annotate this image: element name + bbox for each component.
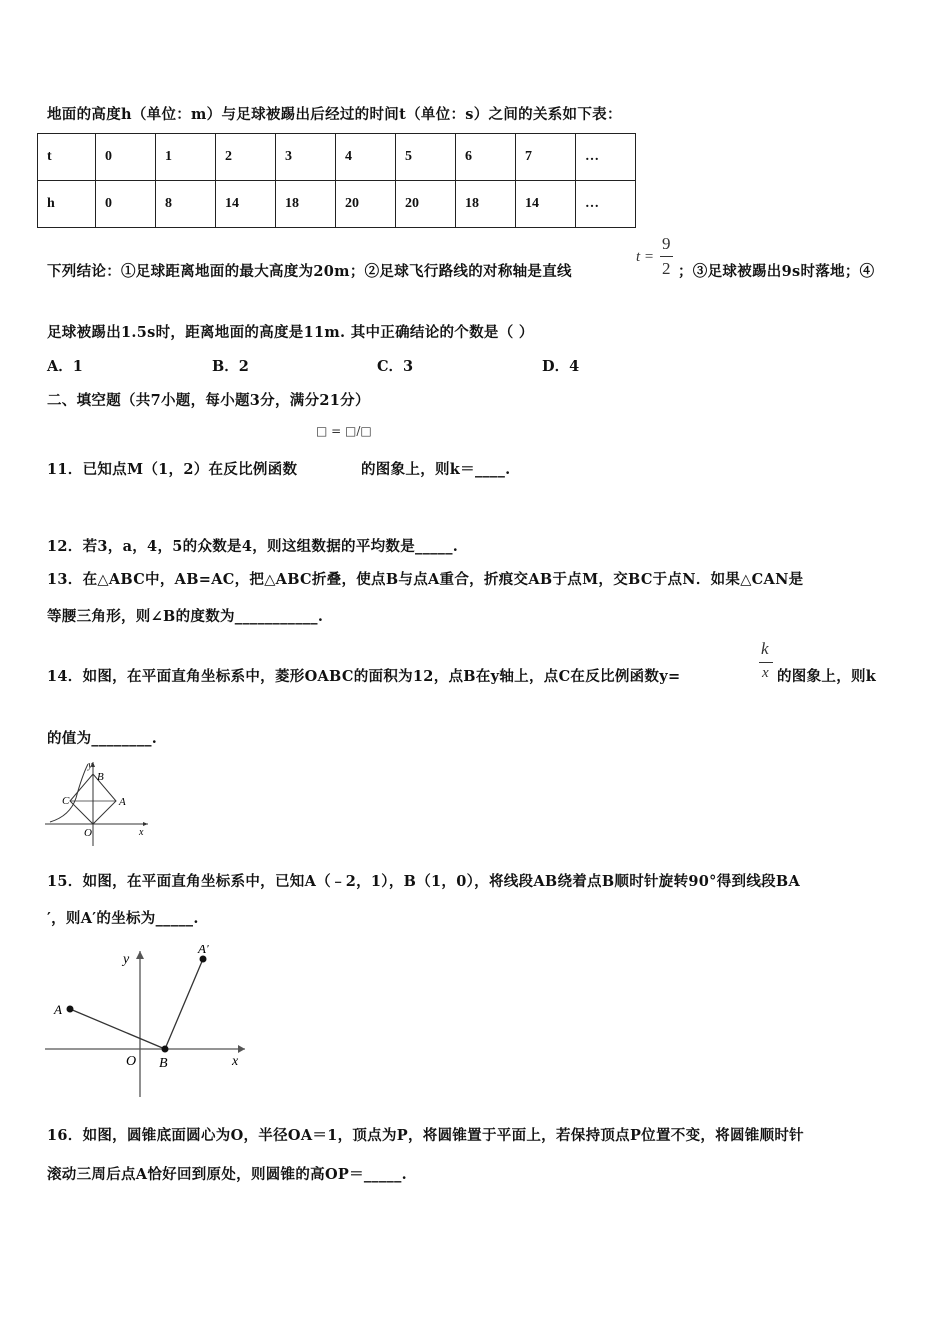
q16-line2: 滚动三周后点A恰好回到原处，则圆锥的高OP＝_____.: [47, 1166, 407, 1183]
formula-x: x: [762, 665, 769, 681]
table-cell: 14: [216, 181, 276, 228]
table-cell: 18: [456, 181, 516, 228]
rhombus-figure: [40, 758, 160, 848]
table-cell: 2: [216, 134, 276, 181]
rotation-figure: [40, 945, 255, 1105]
label-a: A: [54, 1002, 62, 1017]
table-cell: 7: [516, 134, 576, 181]
formula-t: t =: [636, 249, 655, 265]
table-cell: 8: [156, 181, 216, 228]
formula-k: k: [761, 639, 769, 658]
q10-line2: 足球被踢出1.5s时，距离地面的高度是11m. 其中正确结论的个数是（ ）: [47, 324, 534, 341]
x-axis-arrow: [143, 822, 148, 826]
table-cell: 5: [396, 134, 456, 181]
option-c: C．3: [377, 358, 414, 375]
y-axis-arrow: [136, 951, 144, 959]
q12-text: 12．若3，a，4，5的众数是4，则这组数据的平均数是_____.: [47, 538, 459, 555]
label-y: y: [88, 760, 93, 771]
q14-text-a: 14．如图，在平面直角坐标系中，菱形OABC的面积为12，点B在y轴上，点C在反比例函数y=: [47, 668, 681, 685]
q13-line2: 等腰三角形，则∠B的度数为___________.: [47, 608, 324, 625]
segment-ba-prime: [165, 959, 203, 1049]
q11-text-b: 的图象上，则k＝____.: [361, 461, 511, 478]
table-cell: 1: [156, 134, 216, 181]
point-b: [162, 1046, 169, 1053]
option-a: A．1: [47, 358, 83, 375]
label-a-prime: A′: [198, 945, 209, 956]
label-x: x: [139, 827, 144, 838]
option-b: B．2: [212, 358, 249, 375]
intro-line: 地面的高度h（单位：m）与足球被踢出后经过的时间t（单位：s）之间的关系如下表：: [47, 106, 622, 123]
label-x: x: [232, 1054, 239, 1069]
q13-line1: 13．在△ABC中，AB=AC，把△ABC折叠，使点B与点A重合，折痕交AB于点M，交BC于点N．如果△CAN是: [47, 571, 804, 588]
formula-denominator: 2: [662, 259, 671, 278]
table-cell: 20: [336, 181, 396, 228]
table-cell: h: [38, 181, 96, 228]
table-row: [38, 181, 636, 228]
point-a-prime: [200, 956, 207, 963]
fraction-bar: [759, 662, 773, 663]
q10-line1-a: 下列结论：①足球距离地面的最大高度为20m；②足球飞行路线的对称轴是直线: [47, 263, 572, 280]
table-cell: …: [576, 181, 636, 228]
q11-formula: □ = □/□: [316, 424, 372, 438]
table-cell: 14: [516, 181, 576, 228]
label-o: O: [84, 827, 92, 839]
formula-numerator: 9: [662, 234, 671, 253]
table-cell: 3: [276, 134, 336, 181]
section-heading: 二、填空题（共7小题，每小题3分，满分21分）: [47, 392, 370, 409]
table-cell: t: [38, 134, 96, 181]
table-row: [38, 134, 636, 181]
q15-line1: 15．如图，在平面直角坐标系中，已知A（﹣2，1），B（1，0），将线段AB绕着点B顺时针旋转90°得到线段BA: [47, 873, 801, 890]
label-b: B: [97, 771, 104, 783]
fraction-bar: [660, 256, 673, 257]
x-axis-arrow: [238, 1045, 245, 1053]
table-cell: 0: [96, 181, 156, 228]
q10-line1-b: ；③足球被踢出9s时落地；④: [678, 263, 875, 280]
label-o: O: [126, 1054, 137, 1069]
option-d: D．4: [542, 358, 580, 375]
point-a: [67, 1006, 74, 1013]
height-time-table: [37, 133, 636, 228]
table-cell: …: [576, 134, 636, 181]
q15-line2: ′，则A′的坐标为_____.: [47, 910, 199, 927]
label-y: y: [123, 952, 130, 967]
table-cell: 6: [456, 134, 516, 181]
table-cell: 4: [336, 134, 396, 181]
table-cell: 0: [96, 134, 156, 181]
table-cell: 18: [276, 181, 336, 228]
label-c: C: [62, 795, 70, 807]
label-b: B: [159, 1056, 168, 1071]
segment-ab: [70, 1009, 165, 1049]
q11-text-a: 11．已知点M（1，2）在反比例函数: [47, 461, 298, 478]
q14-text-b: 的图象上，则k: [777, 668, 877, 685]
table-cell: 20: [396, 181, 456, 228]
label-a: A: [119, 796, 126, 808]
q14-line2: 的值为________.: [47, 730, 158, 747]
q16-line1: 16．如图，圆锥底面圆心为O，半径OA＝1，顶点为P，将圆锥置于平面上，若保持顶点P位置不变，将圆锥顺时针: [47, 1127, 804, 1144]
